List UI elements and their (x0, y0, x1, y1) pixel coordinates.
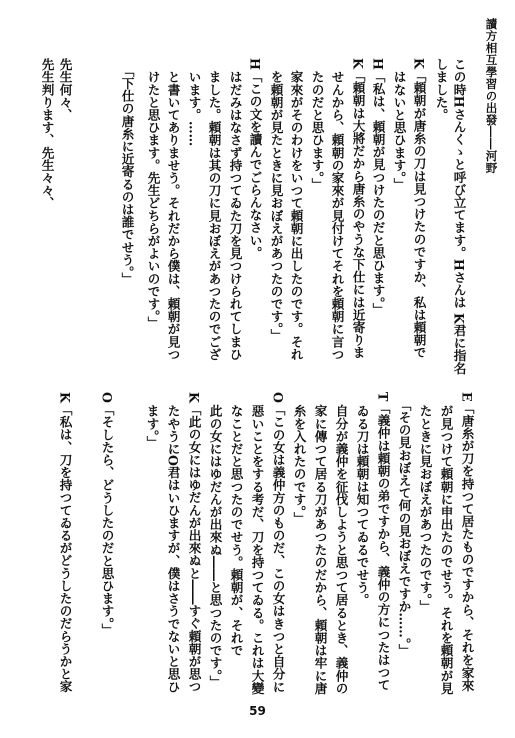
text-line: 此の女にはゆだんが出來ぬ――と思つたのです。」 (207, 392, 223, 689)
text-line: O「この女は義仲方のものだ、この女はきつと自分に (270, 392, 286, 693)
text-line: ました。頼朝は其の刀に見おぼえがあつたのでござ (206, 58, 222, 361)
text-line: を頼朝が見たときに見おぼえがあつたのです。」 (268, 58, 284, 342)
text-line: O「そしたら、どうしたのだと思ひます。」 (99, 392, 115, 637)
text-line: 先生何々、 (57, 58, 73, 121)
text-line: 「その見おぼえて何の見おぼえですか……。」 (396, 392, 412, 657)
text-line: 先生判ります、先生々々、 (39, 58, 55, 210)
text-line: T「義仲は頼朝の弟ですから、義仲の方につたはつて (375, 392, 391, 692)
running-head: 讀方相互學習の出發――河野 (484, 18, 499, 174)
text-line: E「唐糸が刀を持つて居たものですから、それを家來 (459, 392, 475, 692)
text-line: 「下仕の唐糸に近寄るのは誰でせう。」 (119, 58, 135, 285)
text-line: たときに見おぼえがあつたのです。」 (417, 392, 433, 613)
text-line: K「頼朝は大將だから唐糸のやうな下仕には近寄りま (350, 58, 366, 359)
text-line: しました。 (433, 58, 449, 121)
text-line: が見つけて頼朝に申出たのでせう。それを頼朝が見 (438, 392, 454, 695)
text-line: と書いてありませう。それだから僕は、頼朝が見つ (165, 58, 181, 361)
text-line: ます。」 (144, 392, 160, 449)
text-line: はだみはなさず持つてゐた刀を見つけられてしまひ (227, 58, 243, 361)
text-line: たやうにO君はいひますが、僕はさうでないと思ひ (165, 392, 181, 693)
text-line: います。…… (186, 58, 202, 147)
text-line: けたと思ひます。先生どちらがよいのです。」 (145, 58, 161, 329)
text-line: K「私は、刀を持つてゐるがどうしたのだらうかと家 (57, 392, 73, 693)
text-line: せんから、頼朝の家來が見付けてそれを頼朝に言つ (329, 58, 345, 361)
text-line: 自分が義仲を征伐しようと思つて居るとき、義仲の (333, 392, 349, 695)
text-line: 糸を入れたのです。」 (291, 392, 307, 525)
text-line: H「私は、頼朝が見つけたのだと思ひます。」 (370, 58, 386, 316)
text-line: ゐる刀は頼朝は知つてゐるでせう。 (354, 392, 370, 607)
text-line: はないと思ひます。」 (391, 58, 407, 191)
text-line: H「この文を讀んでごらんなさい。 (247, 58, 263, 259)
text-line: たのだと思ひます。」 (309, 58, 325, 191)
text-line: 家來がそのわけをいつて頼朝に出したのです。それ (288, 58, 304, 361)
text-line: K「此の女にはゆだんが出來ぬと――すぐ頼朝が思つ (186, 392, 202, 693)
text-line: 惡いことをする考だ、刀を持つてゐる。これは大變 (249, 392, 265, 695)
text-line: K「頼朝が唐糸の刀は見つけたのですか、私は頼朝で (411, 58, 427, 359)
text-line: なことだと思つたのでせう。頼朝が、それで (228, 392, 244, 657)
page-number: 59 (249, 704, 266, 718)
text-line: この時Hさんくゝと呼び立てます。Hさんは K君に指名 (451, 58, 467, 375)
text-line: 家に傳つて居る刀があつたのだから、頼朝は牢に唐 (312, 392, 328, 695)
